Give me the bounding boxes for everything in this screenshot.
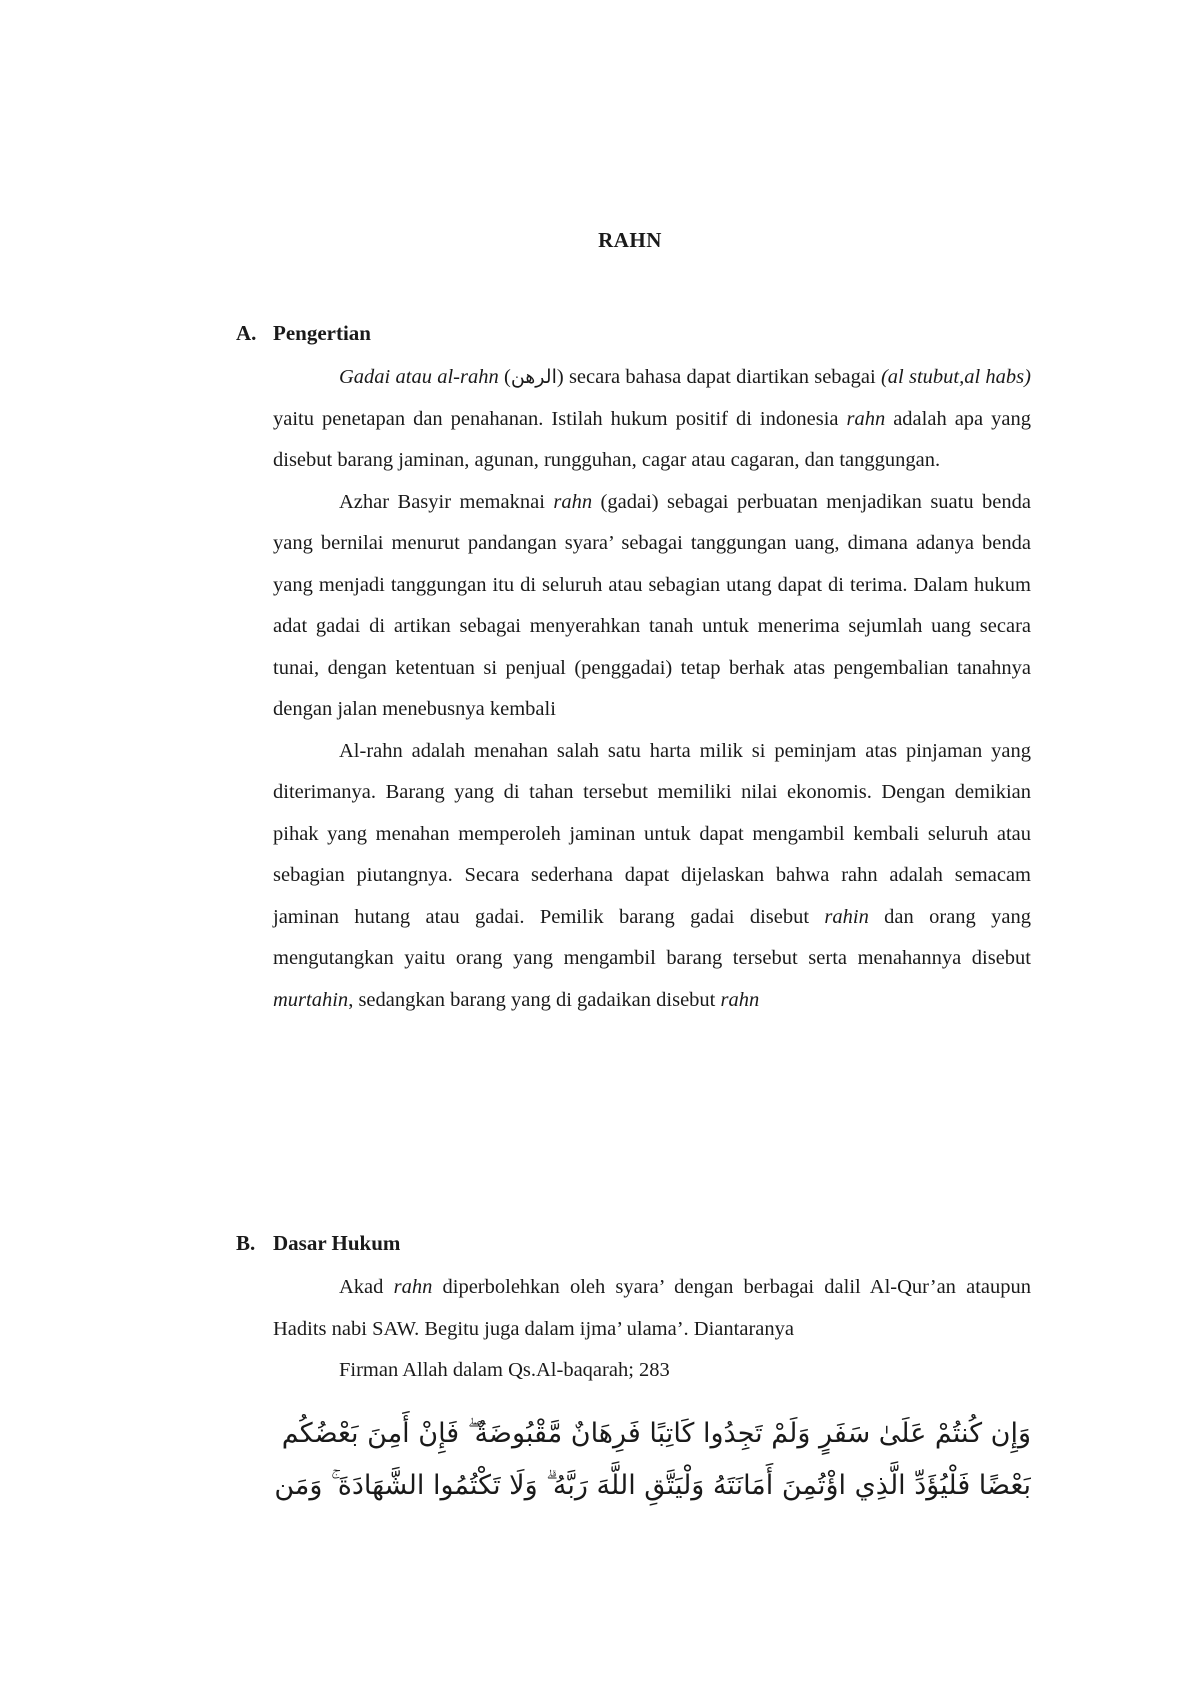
paragraph-definition	[273, 357, 1031, 482]
paragraph-text: , sedangkan barang yang di gadaikan disebut	[348, 988, 721, 1011]
paren-text: (	[498, 366, 511, 388]
paragraph-text: adalah apa yang disebut barang jaminan, agunan, rungguhan, cagar atau cagaran, dan tanggungan.	[273, 407, 1031, 471]
italic-term: rahn	[846, 407, 886, 430]
italic-term: rahn	[553, 490, 593, 513]
paragraph-azhar-basyir	[273, 482, 1031, 731]
section-number: B.	[236, 1231, 256, 1255]
quran-verse	[273, 1408, 1031, 1512]
section-body-dasar-hukum	[273, 1267, 1031, 1392]
section-heading-dasar-hukum	[236, 1231, 400, 1256]
paragraph-al-rahn	[273, 731, 1031, 1022]
italic-term: rahin	[824, 905, 869, 928]
document-title: RAHN	[598, 228, 662, 252]
paragraph-text: Akad	[339, 1276, 394, 1298]
paragraph-text: (gadai) sebagai perbuatan menjadikan suatu benda yang bernilai menurut pandangan syara’ sebagai tanggungan uang, dimana adanya benda yang menjadi tanggungan itu di seluruh atau sebagian utang dapat di terima. Dalam hukum adat gadai di artikan sebagai menyerahkan tanah untuk menerima sejumlah uang secara tunai, dengan ketentuan si penjual (penggadai) tetap berhak atas pengembalian tanahnya dengan jalan menebusnya kembali	[273, 490, 1031, 720]
paragraph-text: Al-rahn adalah menahan salah satu harta milik si peminjam atas pinjaman yang diterimanya. Barang yang di tahan tersebut memiliki nilai ekonomis. Dengan demikian pihak yang menahan memperoleh jaminan untuk dapat mengambil kembali seluruh atau sebagian piutangnya. Secara sederhana dapat dijelaskan bahwa rahn adalah semacam jaminan hutang atau gadai. Pemilik barang gadai disebut	[273, 739, 1031, 928]
quran-verse-line: بَعْضًا فَلْيُؤَدِّ الَّذِي اؤْتُمِنَ أَمَانَتَهُ وَلْيَتَّقِ اللَّهَ رَبَّهُ ۗ وَلَا تَكْتُمُوا الشَّهَادَةَ ۚ وَمَن	[274, 1470, 1031, 1501]
paragraph-text: diperbolehkan oleh syara’ dengan berbagai dalil Al-Qur’an ataupun Hadits nabi SAW. Begitu juga dalam ijma’ ulama’. Diantaranya	[273, 1276, 1031, 1340]
section-number: A.	[236, 321, 257, 345]
quran-verse-line: وَإِن كُنتُمْ عَلَىٰ سَفَرٍ وَلَمْ تَجِدُوا كَاتِبًا فَرِهَانٌ مَّقْبُوضَةٌ ۖ فَإِنْ أَمِنَ بَعْضُكُم	[281, 1418, 1031, 1449]
section-title: Dasar Hukum	[273, 1231, 401, 1255]
paragraph-firman-allah: Firman Allah dalam Qs.Al-baqarah; 283	[339, 1359, 670, 1381]
paragraph-text: dan orang yang mengutangkan yaitu orang yang mengambil barang tersebut serta menahannya disebut	[273, 905, 1031, 969]
paragraph-text: yaitu penetapan dan penahanan. Istilah hukum positif di indonesia	[273, 407, 847, 430]
paragraph-akad-rahn	[273, 1267, 1031, 1350]
section-body-pengertian	[273, 357, 1031, 1021]
italic-term: rahn	[393, 1276, 433, 1298]
paragraph-text: ) secara bahasa dapat diartikan sebagai	[556, 366, 881, 388]
section-heading-pengertian	[236, 321, 371, 346]
italic-term: rahn	[720, 988, 760, 1011]
arabic-term: الرهن	[510, 366, 557, 388]
section-title: Pengertian	[273, 321, 371, 345]
paragraph-text: Azhar Basyir memaknai	[339, 490, 554, 513]
italic-term: Gadai atau al-rahn	[339, 366, 499, 388]
italic-term: murtahin	[273, 988, 349, 1011]
italic-term: (al stubut,al habs)	[880, 366, 1031, 388]
